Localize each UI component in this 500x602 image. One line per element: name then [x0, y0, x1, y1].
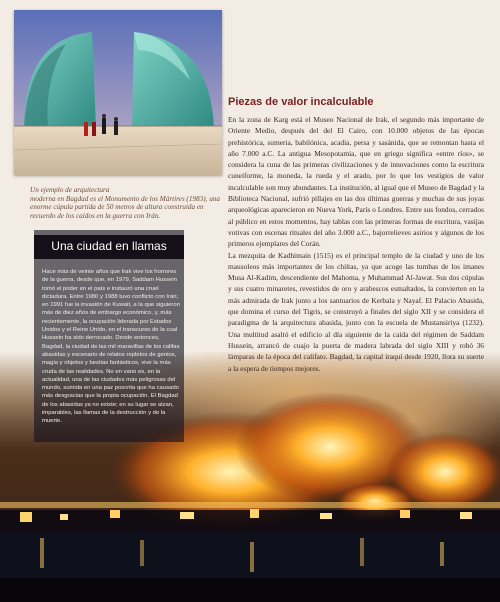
- article-paragraph-2: La mezquita de Kadhimain (1515) es el principal templo de la ciudad y uno de los mausoleos más importantes de los chiítas, ya que acoge las tumbas de los imanes Musa Al-Kadim, descendiente del Mahoma, y Muhammad Al-Jawat. Sus dos cúpulas y sus cuatro minaretes, revestidos de oro y arabescos esmaltados, la convierten en la más admirada de Irak junto a los santuarios de Kerbala y Nayaf. El Palacio Abasida, que domina el curso del Tigris, se construyó a finales del siglo XII y se considera el paradigma de la arquitectura abasida, junto con la escuela de Mustansiriya (1232). Una multitud asaltó el edificio al día siguiente de la caída del régimen de Saddam Hussein, arrancó de cuajo la puerta de madera labrada del siglo XIII y robó 36 lámparas de la época del califato. Bagdad, la capital iraquí desde 1920, llora su suerte a la espera de tiempos mejores.: [228, 250, 484, 373]
- caption-text: moderna en Bagdad es el Monumento de los Mártires (1983), una enorme cúpula partida de 50 metros de altura construida en recuerdo de los caídos en la guerra con Irán.: [30, 194, 220, 220]
- photo-caption: [30, 186, 230, 220]
- caption-lead: Un ejemplo de arquitectura: [30, 186, 110, 194]
- martyrs-monument-photo: [14, 10, 222, 175]
- sidebar-title: Una ciudad en llamas: [34, 235, 184, 259]
- sidebar-text: Hace más de veinte años que Irak vive los horrores de la guerra, desde que, en 1979, Saddam Hussein tomó el poder en el país e instauró una cruel dictadura. Entre 1980 y 1988 tuvo conflicto con Irán; en 1991 fue la invasión de Kuwait, a la que siguieron más de diez años de embargo económico, y, más recientemente, la ocupación liderada por Estados Unidos y el Reino Unido, en el transcurso de la cual Hussein ha sido derrocado. Desde entonces, Bagdad, la ciudad de las mil maravillas de los califas abasidas y escenario de relatos repletos de genios, magia y objetos y bestias fantásticos, vive la más cruda de las realidades. No en vano es, en la actualidad, una de las ciudades más peligrosas del mundo, sumida en una paz poscrita que ha causado más desgracias que la propia ocupación. El Bagdad de los abasidas ya no existe; en su lugar se alzan, imparables, las llamas de la destrucción y de la muerte.: [42, 269, 180, 425]
- article: [228, 96, 484, 374]
- article-title: Piezas de valor incalculable: [228, 96, 374, 108]
- article-paragraph-1: En la zona de Karg está el Museo Nacional de Irak, el segundo más importante de Oriente Medio, después del del El Cairo, con 10.000 objetos de las épocas prehistórica, sumeria, babilónica, acadia, persa y sasánida, que se remontan hasta el año 7.000 a.C. La antigua Mesopotamia, que en griego significa «entre ríos», se considera la cuna de las primeras civilizaciones y de innovaciones como la escritura cuneiforme, la moneda, la rueda y el arado, por lo que los vestigios de valor incalculable son muy abundantes. La institución, al igual que el Museo de Bagdad y la Biblioteca Nacional, sufrió pillajes en las dos últimas guerras y muchas de sus joyas arqueológicas aparecieron en Nueva York, París o Londres. Entre sus fondos, cerrados al público en estos momentos, hay tablas con las primeras formas de escritura, vasijas votivas con escenas rituales del año 3.000 a.C., bajorrelieves asirios y algunos de los primeros ejemplares del Corán.: [228, 115, 484, 249]
